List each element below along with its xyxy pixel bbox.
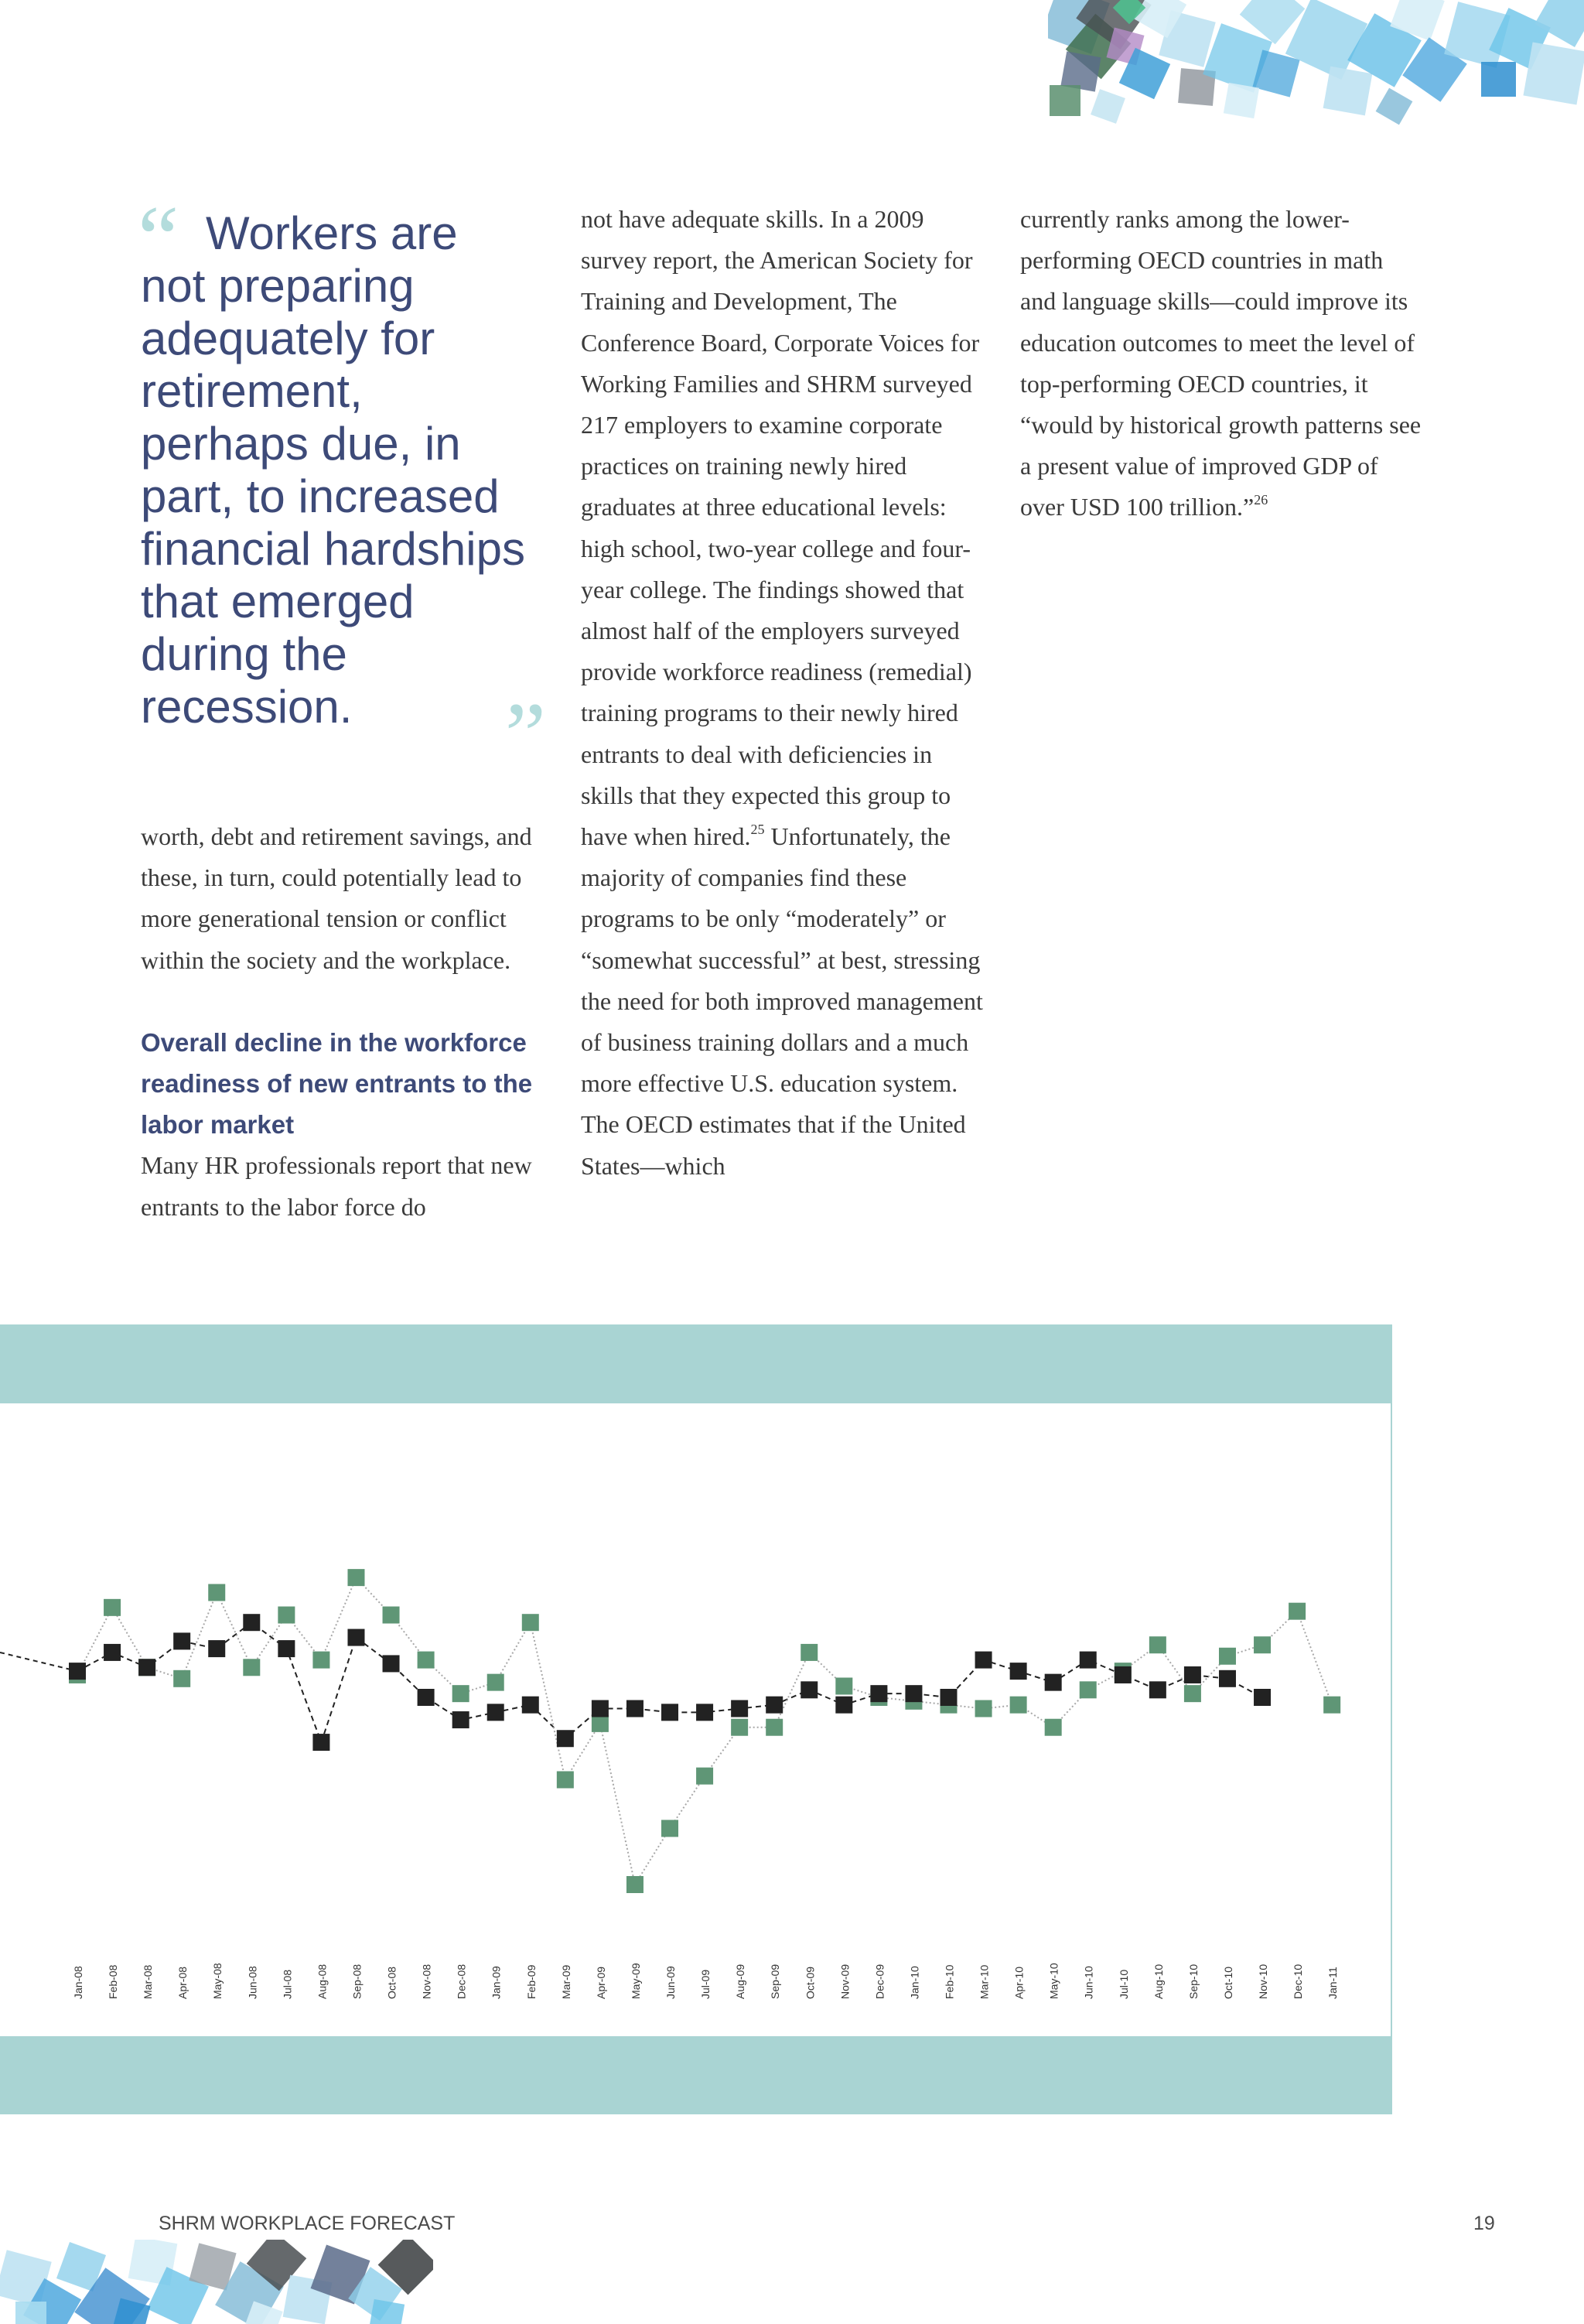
mosaic-tile bbox=[1376, 88, 1413, 125]
series-2-point bbox=[1045, 1719, 1062, 1736]
footnote-ref[interactable]: 26 bbox=[1254, 492, 1268, 508]
series-1-point bbox=[312, 1734, 329, 1751]
x-tick-label: Feb-10 bbox=[943, 1964, 956, 1999]
x-tick-label: Dec-10 bbox=[1292, 1963, 1305, 1999]
series-2-point bbox=[312, 1652, 329, 1669]
series-1-point bbox=[452, 1711, 469, 1728]
series-2-point bbox=[522, 1614, 539, 1631]
series-2-point bbox=[626, 1876, 644, 1893]
series-2-point bbox=[487, 1674, 504, 1691]
series-1-point bbox=[696, 1704, 713, 1721]
series-2-point bbox=[104, 1599, 121, 1616]
decorative-mosaic-top bbox=[1048, 0, 1584, 132]
paragraph-text: Unfortunately, the majority of companies find these programs to be only “moderately” or “somewhat successful” at best, stressing the need for both improved management of business training dollars and a much more effective U.S. education system. The OECD estimates that if the United States—which bbox=[581, 822, 983, 1180]
series-1-point bbox=[626, 1700, 644, 1717]
series-1-point bbox=[975, 1652, 992, 1669]
paragraph: worth, debt and retirement savings, and these, in turn, could potentially lead to more generational tension or conflict within the society and the workplace. bbox=[141, 822, 532, 974]
series-1-point bbox=[766, 1697, 783, 1714]
x-tick-label: Oct-10 bbox=[1221, 1966, 1234, 1999]
series-1-point bbox=[1115, 1666, 1132, 1683]
x-tick-label: Mar-09 bbox=[559, 1964, 572, 1999]
x-tick-label: Jan-09 bbox=[490, 1966, 503, 1999]
mosaic-tile bbox=[1224, 83, 1259, 118]
footnote-ref[interactable]: 25 bbox=[750, 822, 765, 838]
line-chart bbox=[0, 1403, 1391, 2036]
x-tick-label: Jul-10 bbox=[1117, 1969, 1130, 1999]
x-tick-label: Apr-08 bbox=[176, 1966, 189, 1999]
series-1-point bbox=[487, 1704, 504, 1721]
chart-footer-band bbox=[0, 2036, 1392, 2114]
paragraph-text: not have adequate skills. In a 2009 survey report, the American Society for Training and Development, The Conference Board, Corporate Voices for Working Families and SHRM surveyed 217 employers to examine corporate practices on training newly hired graduates at three educational levels: high school, two-year college and four-year college. The findings showed that almost half of the employers surveyed provide workforce readiness (remedial) training programs to their newly hired entrants to deal with deficiencies in skills that they expected this group to have when hired. bbox=[581, 205, 980, 851]
x-tick-label: Aug-08 bbox=[316, 1963, 329, 1999]
series-1-point bbox=[243, 1614, 260, 1631]
publication-title: SHRM WORKPLACE FORECAST bbox=[159, 2213, 456, 2234]
x-tick-label: Mar-10 bbox=[978, 1964, 991, 1999]
text-column-2 bbox=[581, 199, 983, 1187]
series-1-point bbox=[1010, 1663, 1027, 1680]
x-tick-label: Aug-10 bbox=[1152, 1963, 1165, 1999]
series-2-point bbox=[1149, 1636, 1166, 1653]
series-2-point bbox=[208, 1584, 225, 1601]
series-2-point bbox=[1080, 1681, 1097, 1698]
series-2-point bbox=[1010, 1697, 1027, 1714]
series-1-point bbox=[383, 1655, 400, 1672]
series-2-point bbox=[383, 1607, 400, 1624]
series-1-point bbox=[208, 1640, 225, 1657]
section-heading: Overall decline in the workforce readiness of new entrants to the labor market bbox=[141, 1027, 533, 1140]
series-2-point bbox=[347, 1569, 364, 1586]
x-tick-label: Dec-09 bbox=[873, 1963, 886, 1999]
series-2-point bbox=[173, 1670, 190, 1687]
x-tick-label: Jul-08 bbox=[281, 1969, 294, 1999]
x-tick-label: Nov-10 bbox=[1257, 1963, 1270, 1999]
series-1-point bbox=[592, 1700, 609, 1717]
series-1-point bbox=[1184, 1666, 1201, 1683]
chart-area bbox=[0, 1403, 1392, 2036]
x-tick-label: Jan-10 bbox=[908, 1966, 921, 1999]
x-tick-label: Oct-09 bbox=[804, 1966, 817, 1999]
mosaic-tile bbox=[1323, 67, 1373, 116]
page-number: 19 bbox=[1473, 2213, 1495, 2234]
x-tick-label: Jun-10 bbox=[1082, 1966, 1095, 1999]
series-2-point bbox=[452, 1685, 469, 1702]
x-tick-label: Oct-08 bbox=[385, 1966, 398, 1999]
series-1-point bbox=[801, 1681, 818, 1698]
series-2-point bbox=[661, 1820, 678, 1837]
series-1-point bbox=[557, 1730, 574, 1747]
x-tick-label: May-08 bbox=[211, 1963, 224, 1999]
x-tick-label: Aug-09 bbox=[734, 1963, 747, 1999]
open-quote-mark: “ bbox=[138, 186, 179, 289]
series-1-point bbox=[835, 1697, 852, 1714]
x-tick-label: Jun-08 bbox=[246, 1966, 259, 1999]
series-1-point bbox=[1149, 1681, 1166, 1698]
mosaic-tile bbox=[1050, 85, 1080, 116]
x-tick-label: Nov-08 bbox=[420, 1963, 433, 1999]
series-2-point bbox=[835, 1677, 852, 1694]
x-tick-label: Sep-09 bbox=[769, 1963, 782, 1999]
series-1-point bbox=[905, 1685, 922, 1702]
x-tick-label: Dec-08 bbox=[455, 1963, 468, 1999]
paragraph bbox=[1020, 199, 1422, 528]
x-tick-label: Nov-09 bbox=[838, 1963, 852, 1999]
paragraph-text: currently ranks among the lower-performing OECD countries in math and language skills—could improve its education outcomes to meet the level of top-performing OECD countries, it “would by historical growth patterns see a present value of improved GDP of over USD 100 trillion.” bbox=[1020, 205, 1422, 521]
mosaic-tile bbox=[369, 2299, 405, 2324]
series-1-point bbox=[661, 1704, 678, 1721]
series-2-point bbox=[696, 1768, 713, 1785]
series-2-point bbox=[801, 1644, 818, 1661]
series-2-point bbox=[557, 1771, 574, 1788]
series-1-point bbox=[731, 1700, 748, 1717]
series-1-point bbox=[870, 1685, 887, 1702]
series-2-point bbox=[1219, 1648, 1236, 1665]
series-2-point bbox=[1184, 1685, 1201, 1702]
decorative-mosaic-bottom bbox=[0, 2240, 433, 2324]
series-1-point bbox=[1219, 1670, 1236, 1687]
x-tick-label: Jan-11 bbox=[1326, 1967, 1340, 1999]
series-2-point bbox=[278, 1607, 295, 1624]
chart-header-band bbox=[0, 1324, 1392, 1403]
x-tick-label: Sep-10 bbox=[1186, 1963, 1200, 1999]
series-1-point bbox=[278, 1640, 295, 1657]
x-tick-label: Apr-09 bbox=[594, 1966, 607, 1999]
x-tick-label: Sep-08 bbox=[350, 1963, 364, 1999]
series-1-point bbox=[347, 1629, 364, 1646]
x-tick-label: Apr-10 bbox=[1012, 1966, 1026, 1999]
series-1-point bbox=[1045, 1674, 1062, 1691]
series-1-point bbox=[1080, 1652, 1097, 1669]
mosaic-tile bbox=[1091, 89, 1125, 124]
series-2-point bbox=[592, 1715, 609, 1732]
mosaic-tile bbox=[15, 2302, 46, 2324]
series-1-point bbox=[173, 1632, 190, 1649]
series-lead-in bbox=[0, 1652, 77, 1671]
series-2-point bbox=[418, 1652, 435, 1669]
series-2-point bbox=[243, 1659, 260, 1676]
text-column-3 bbox=[1020, 199, 1422, 528]
series-2-point bbox=[766, 1719, 783, 1736]
x-tick-label: Jun-09 bbox=[664, 1966, 678, 1999]
pull-quote-text: Workers are not preparing adequately for retirement, perhaps due, in part, to increased financial hardships that emerged during the recession. bbox=[141, 207, 525, 733]
series-2-point bbox=[731, 1719, 748, 1736]
series-1-point bbox=[138, 1659, 155, 1676]
x-tick-label: Feb-09 bbox=[524, 1964, 538, 1999]
series-line-2 bbox=[77, 1577, 1332, 1885]
mosaic-tile bbox=[1523, 42, 1584, 104]
x-tick-label: Jul-09 bbox=[699, 1969, 712, 1999]
x-tick-label: Mar-08 bbox=[142, 1964, 155, 1999]
paragraph: Many HR professionals report that new entrants to the labor force do bbox=[141, 1151, 532, 1221]
series-2-point bbox=[975, 1700, 992, 1717]
x-tick-label: Feb-08 bbox=[107, 1964, 120, 1999]
series-1-point bbox=[418, 1689, 435, 1706]
series-2-point bbox=[1323, 1697, 1340, 1714]
x-tick-label: May-09 bbox=[629, 1963, 642, 1999]
text-column-1 bbox=[141, 816, 543, 1228]
series-1-point bbox=[522, 1697, 539, 1714]
series-1-point bbox=[940, 1689, 958, 1706]
series-1-point bbox=[1254, 1689, 1271, 1706]
close-quote-mark: ” bbox=[504, 683, 546, 786]
paragraph bbox=[581, 199, 983, 1187]
series-2-point bbox=[1254, 1636, 1271, 1653]
pull-quote bbox=[138, 186, 546, 786]
series-1-point bbox=[69, 1663, 86, 1680]
mosaic-tile bbox=[1481, 62, 1516, 97]
x-tick-label: Jan-08 bbox=[72, 1966, 84, 1999]
series-1-point bbox=[104, 1644, 121, 1661]
series-2-point bbox=[1289, 1603, 1306, 1620]
x-tick-label: May-10 bbox=[1047, 1963, 1060, 1999]
